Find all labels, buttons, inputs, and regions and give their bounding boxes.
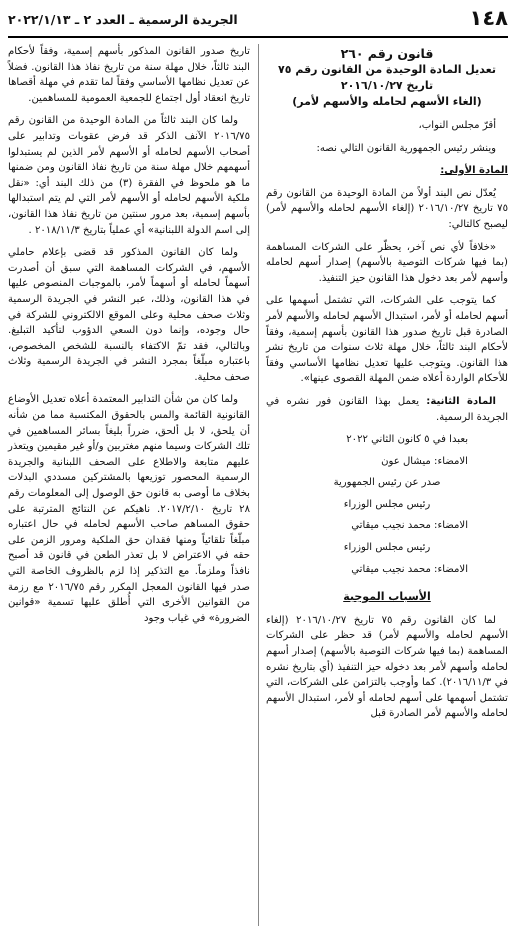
- reasons-notification: ولما كان القانون المذكور قد قضى بإعلام حاملي الأسهم، في الشركات المساهمة التي سبق أن أصدرت أسهماً لحامله أو أسهماً لأمر، بالموجبات المنصوص عليها في هذا القانون، وذلك، عبر النشر في الجريدة الرسمية وثلاث صحف محلية وعلى الموقع الالكتروني للشركة في حال وجوده، وإنما دون السعي الدؤوب لتأكيد التبليغ. وبالتالي، فقد تمّ الاكتفاء بالنسبة للشخص المخصوص، باعتباره مبلّغاً بمجرد النشر في الجريدة الرسمية وثلاث صحف محلية.: [8, 247, 250, 383]
- signature-pm: الامضاء: محمد نجيب ميقاتي: [351, 520, 468, 532]
- article-2-heading: المادة الثانية:: [426, 395, 496, 407]
- pm-title-2: رئيس مجلس الوزراء: [343, 542, 431, 554]
- right-column: [266, 44, 508, 729]
- article-1-text: يُعدّل نص البند أولاً من المادة الوحيدة من القانون رقم ٧٥ تاريخ ٢٠١٦/١٠/٢٧ (إلغاء الأسهم لحامله والأسهم لأمر) ليصبح كالتالي:: [266, 187, 508, 230]
- law-date: تاريخ ٢٠١٦/١٠/٢٧: [340, 79, 434, 92]
- date-line: بعبدا في ٥ كانون الثاني ٢٠٢٢: [346, 434, 468, 446]
- signature-pm-2: الامضاء: محمد نجيب ميقاتي: [351, 563, 468, 575]
- column-divider: [258, 44, 259, 926]
- left-column: [8, 44, 250, 633]
- page-header: [8, 6, 508, 36]
- page-number: ١٤٨: [469, 6, 508, 30]
- signature-block: [266, 432, 508, 577]
- intro-parliament: أقرّ مجلس النواب،: [418, 120, 496, 131]
- issued-by: صدر عن رئيس الجمهورية: [333, 477, 441, 489]
- law-subject: تعديل المادة الوحيدة من القانون رقم ٧٥: [278, 63, 496, 76]
- article-1-quote: «خلافاً لأي نص آخر، يحظّر على الشركات المساهمة (بما فيها شركات التوصية بالأسهم) إصدار أسهم لحامله وأسهم لأمر بعد دخول هذا القانون حيز التنفيذ.: [266, 241, 508, 284]
- law-title: [266, 46, 508, 110]
- reasons-continued: تاريخ صدور القانون المذكور بأسهم إسمية، وفقاً لأحكام البند ثالثاً، خلال مهلة سنة من تاريخ نفاذ هذا القانون. فضلاً عن تعديل نظامها الأساسي وفقاً لما تقدم في مهلة أقصاها تاريخ انعقاد أول اجتماع للجمعية العمومية للمساهمين.: [8, 46, 250, 104]
- reasons-paragraph: لما كان القانون رقم ٧٥ تاريخ ٢٠١٦/١٠/٢٧ (إلغاء الأسهم لحامله والأسهم لأمر) قد حظر على الشركات المساهمة (بما فيها شركات التوصية بالأسهم) إصدار أسهم لحامله وأسهم لأمر بعد دخوله حيز التنفيذ (أي بتاريخ نشره في ٢٠١٦/١١/٣). كما وأوجب بالتزامن على الشركات، التي تشتمل أسهمها على أسهم لحامله أو لأمر، استبدال الأسهم لحامله والأسهم لأمر الصادرة قبل: [266, 614, 509, 720]
- article-2: [266, 394, 508, 425]
- article-1-heading: المادة الأولى:: [440, 165, 508, 177]
- reasons-sanctions: ولما كان البند ثالثاً من المادة الوحيدة من القانون رقم ٢٠١٦/٧٥ الآنف الذكر قد فرض عقوبات وتدابير على أصحاب الأسهم لحامله أو الأسهم لأمر الذين لم يستبدلوا أسهمهم خلال مهلة سنة من تاريخ نفاذ القانون ومن ضمنها ما هو ملحوظ في الفقرة (٣) من ذلك البند أي: «نقل ملكية الأسهم لحامله أو الأسهم لأمر التي لم يتم استبدالها بأسهم إسمية، بعد مرور سنتين من تاريخ نفاذ هذا القانون، إلى اسم الدولة اللبنانية» أي عملياً بتاريخ ٢٠١٨/١١/٣ .: [8, 115, 250, 236]
- reasons-harm: ولما كان من شأن التدابير المعتمدة أعلاه تعديل الأوضاع القانونية القائمة والمس بالحقوق المكتسبة مما من شأنه أن يلحق، لا بل ألحق، ضرراً بليغاً بسائر المساهمين في تلك الشركات وسيما منهم مغتربين و/أو غير مقيمين ويتعذر عليهم متابعة والاطلاع على الصحف اللبنانية والجريدة الرسمية المحصور توزيعها بالمشتركين مسددي البدلات بخلاف ما أوصى به قانون حق الوصول إلى المعلومات رقم ٢٨ تاريخ ٢٠١٧/٢/١٠. ناهيكم عن النتائج المترتبة على حقوق المساهم صاحب الأسهم لحامله في حال اعتباره مبلّغاً تلقائياً ومنها فقدان حق الملكية ومرور الزمن على حقه في الاعتراض لا بل تعذر الطعن في قانون قد أصبح نافذاً وملزماً. مع التذكير إذا لزم بالظروف الخاصة التي صدر فيها القانون المعجل المكرر رقم ٢٠١٦/٧٥ مع رزمة من القوانين الأخرى التي أُطلق عليها تسمية «قوانين الضرورة» في غياب وجود: [8, 394, 250, 624]
- law-number: قانون رقم ٢٦٠: [340, 46, 434, 61]
- law-subtitle: (الغاء الأسهم لحامله والأسهم لأمر): [292, 95, 482, 108]
- intro-president: وينشر رئيس الجمهورية القانون التالي نصه:: [316, 142, 496, 154]
- reasons-heading: الأسباب الموجبة: [343, 590, 431, 604]
- article-2-text: يعمل بهذا القانون فور نشره في الجريدة الرسمية.: [266, 395, 508, 423]
- running-title: الجريدة الرسمية ـ العدد ٢ ـ ٢٠٢٢/١/١٣: [8, 12, 238, 27]
- header-rule: [8, 36, 508, 38]
- signature-president: الامضاء: ميشال عون: [381, 455, 468, 467]
- article-1-obligation: كما يتوجب على الشركات، التي تشتمل أسهمها على أسهم لحامله أو لأمر، استبدال الأسهم لحامله والأسهم لأمر الصادرة قبل تاريخ صدور هذا القانون بأسهم إسمية، وفقاً لأحكام البند ثالثاً، خلال مهلة ثلاث سنوات من تاريخ نشر هذا القانون. ويتوجب عليها تعديل نظامها الأساسي وفقاً للأحكام الواردة أعلاه ضمن المهلة القصوى عينها».: [266, 295, 508, 385]
- pm-title: رئيس مجلس الوزراء: [343, 498, 431, 510]
